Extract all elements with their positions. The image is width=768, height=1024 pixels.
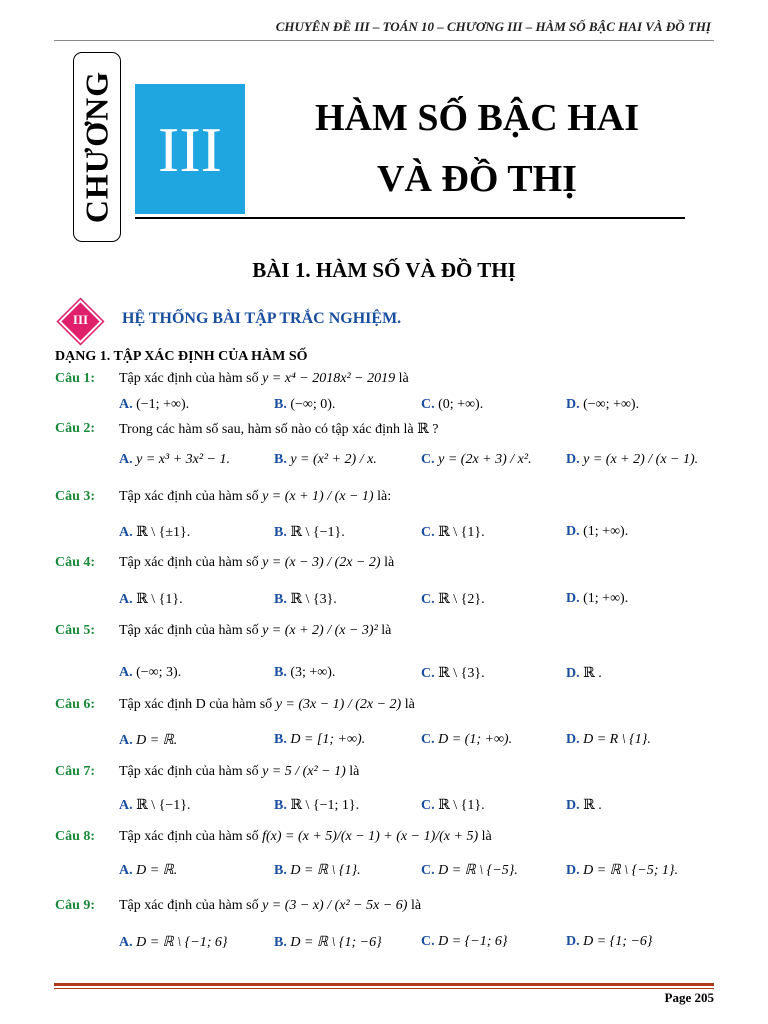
question-prompt: Tập xác định của hàm số bbox=[119, 489, 259, 504]
question-expression: y = (3x − 1) / (2x − 2) bbox=[275, 697, 402, 712]
option-text: D = ℝ \ {1; −6} bbox=[290, 935, 382, 950]
option-b[interactable] bbox=[274, 732, 365, 748]
question-expression: y = (x + 2) / (x − 3)² bbox=[262, 623, 378, 638]
chapter-title-line1: HÀM SỐ BẬC HAI bbox=[314, 97, 640, 139]
option-label: C. bbox=[421, 666, 435, 681]
option-d[interactable] bbox=[566, 934, 653, 950]
chapter-title-rule bbox=[135, 217, 685, 219]
option-text: D = [1; +∞). bbox=[290, 732, 366, 747]
question-suffix: là: bbox=[377, 489, 392, 504]
question-suffix: là bbox=[398, 371, 409, 386]
option-d[interactable] bbox=[566, 732, 651, 748]
question-number: Câu 7: bbox=[55, 764, 96, 779]
question-number: Câu 5: bbox=[55, 623, 96, 638]
option-label: C. bbox=[421, 863, 435, 878]
option-label: C. bbox=[421, 732, 435, 747]
question-expression: y = x⁴ − 2018x² − 2019 bbox=[262, 371, 396, 386]
option-label: D. bbox=[566, 666, 580, 681]
chapter-label-box bbox=[73, 52, 121, 242]
lesson-title: BÀI 1. HÀM SỐ VÀ ĐỒ THỊ bbox=[252, 258, 516, 282]
question-text bbox=[119, 697, 415, 713]
question-prompt: Tập xác định D của hàm số bbox=[119, 697, 273, 712]
option-text: D = {−1; 6} bbox=[438, 934, 508, 949]
option-c[interactable] bbox=[421, 934, 508, 950]
option-d[interactable] bbox=[566, 397, 639, 413]
option-label: A. bbox=[119, 798, 133, 813]
option-label: C. bbox=[421, 397, 435, 412]
option-label: C. bbox=[421, 798, 435, 813]
option-b[interactable] bbox=[274, 934, 382, 951]
dang-title: DẠNG 1. TẬP XÁC ĐỊNH CỦA HÀM SỐ bbox=[55, 349, 308, 364]
option-label: C. bbox=[421, 452, 435, 467]
question-suffix: là bbox=[404, 697, 415, 712]
question-prompt: Tập xác định của hàm số bbox=[119, 829, 259, 844]
option-label: A. bbox=[119, 525, 133, 540]
option-d[interactable] bbox=[566, 452, 698, 468]
option-text: D = ℝ \ {−1; 6} bbox=[136, 935, 228, 950]
option-c[interactable] bbox=[421, 591, 485, 608]
question-expression: y = 5 / (x² − 1) bbox=[262, 764, 346, 779]
question-text bbox=[119, 489, 391, 505]
option-text: D = ℝ \ {−5; 1}. bbox=[583, 863, 678, 878]
option-label: B. bbox=[274, 665, 287, 680]
option-label: A. bbox=[119, 863, 133, 878]
option-a[interactable] bbox=[119, 452, 230, 468]
option-text: (0; +∞). bbox=[438, 397, 484, 412]
option-c[interactable] bbox=[421, 797, 485, 814]
option-text: y = x³ + 3x² − 1. bbox=[136, 452, 231, 467]
option-text: (−1; +∞). bbox=[136, 397, 190, 412]
question-number: Câu 6: bbox=[55, 697, 96, 712]
option-text: ℝ \ {3}. bbox=[290, 592, 337, 607]
question-text bbox=[119, 421, 438, 438]
question-number: Câu 8: bbox=[55, 829, 96, 844]
question-text bbox=[119, 371, 409, 387]
option-text: D = ℝ \ {−5}. bbox=[438, 863, 518, 878]
running-header: CHUYÊN ĐỀ III – TOÁN 10 – CHƯƠNG III – HÀM SỐ BẬC HAI VÀ ĐỒ THỊ bbox=[275, 19, 711, 34]
option-text: y = (2x + 3) / x². bbox=[438, 452, 532, 467]
option-label: A. bbox=[119, 733, 133, 748]
option-a[interactable] bbox=[119, 732, 177, 749]
option-d[interactable] bbox=[566, 524, 628, 540]
option-text: D = R \ {1}. bbox=[583, 732, 651, 747]
option-text: D = ℝ. bbox=[136, 863, 178, 878]
chapter-title-line2: VÀ ĐỒ THỊ bbox=[377, 158, 577, 200]
option-c[interactable] bbox=[421, 397, 483, 413]
option-label: B. bbox=[274, 452, 287, 467]
question-suffix: là bbox=[410, 898, 422, 913]
option-text: y = (x² + 2) / x. bbox=[290, 452, 377, 467]
option-a[interactable] bbox=[119, 665, 181, 681]
option-c[interactable] bbox=[421, 862, 518, 879]
option-b[interactable] bbox=[274, 452, 377, 468]
option-text: D = ℝ. bbox=[136, 733, 178, 748]
option-label: B. bbox=[274, 863, 287, 878]
chapter-number: III bbox=[158, 114, 222, 185]
option-text: D = (1; +∞). bbox=[438, 732, 513, 747]
option-label: C. bbox=[421, 592, 435, 607]
option-text: ℝ \ {1}. bbox=[136, 592, 183, 607]
option-text: D = {1; −6} bbox=[583, 934, 653, 949]
option-text: ℝ . bbox=[583, 666, 602, 681]
option-text: (−∞; +∞). bbox=[583, 397, 640, 412]
option-b[interactable] bbox=[274, 397, 335, 413]
question-number: Câu 2: bbox=[55, 421, 96, 436]
option-a[interactable] bbox=[119, 862, 177, 879]
option-label: D. bbox=[566, 524, 580, 539]
option-label: C. bbox=[421, 934, 435, 949]
option-label: A. bbox=[119, 935, 133, 950]
option-a[interactable] bbox=[119, 934, 227, 951]
option-text: ℝ \ {−1}. bbox=[136, 798, 191, 813]
option-a[interactable] bbox=[119, 524, 190, 541]
question-suffix: là bbox=[381, 623, 392, 638]
question-prompt: Tập xác định của hàm số bbox=[119, 764, 259, 779]
option-label: D. bbox=[566, 591, 580, 606]
question-prompt: Tập xác định của hàm số bbox=[119, 371, 259, 386]
option-text: ℝ \ {3}. bbox=[438, 666, 485, 681]
option-c[interactable] bbox=[421, 452, 532, 468]
option-label: D. bbox=[566, 397, 580, 412]
option-text: ℝ \ {1}. bbox=[438, 798, 485, 813]
option-label: B. bbox=[274, 525, 287, 540]
question-suffix: là bbox=[481, 829, 492, 844]
option-label: B. bbox=[274, 592, 287, 607]
option-c[interactable] bbox=[421, 524, 485, 541]
section-badge-label: III bbox=[72, 312, 89, 327]
question-prompt: Tập xác định của hàm số bbox=[119, 555, 259, 570]
option-d[interactable] bbox=[566, 797, 602, 814]
option-d[interactable] bbox=[566, 665, 602, 682]
option-text: y = (x + 2) / (x − 1). bbox=[583, 452, 699, 467]
page-number: Page 205 bbox=[664, 990, 714, 1005]
question-prompt: Tập xác định của hàm số bbox=[119, 898, 259, 913]
question-text bbox=[119, 898, 421, 914]
option-label: D. bbox=[566, 452, 580, 467]
option-label: B. bbox=[274, 798, 287, 813]
question-number: Câu 4: bbox=[55, 555, 96, 570]
chapter-label: CHƯƠNG bbox=[78, 70, 115, 224]
option-text: ℝ \ {±1}. bbox=[136, 525, 191, 540]
header-rule bbox=[54, 40, 714, 41]
question-expression: y = (x + 1) / (x − 1) bbox=[262, 489, 374, 504]
option-text: D = ℝ \ {1}. bbox=[290, 863, 361, 878]
question-number: Câu 3: bbox=[55, 489, 96, 504]
option-label: D. bbox=[566, 934, 580, 949]
option-text: (1; +∞). bbox=[583, 591, 629, 606]
option-label: B. bbox=[274, 397, 287, 412]
option-a[interactable] bbox=[119, 591, 183, 608]
question-prompt: Trong các hàm số sau, hàm số nào có tập xác định là ℝ ? bbox=[119, 422, 439, 437]
option-b[interactable] bbox=[274, 862, 361, 879]
option-label: D. bbox=[566, 863, 580, 878]
section-title: HỆ THỐNG BÀI TẬP TRẮC NGHIỆM. bbox=[122, 310, 402, 327]
option-label: A. bbox=[119, 452, 133, 467]
question-expression: y = (x − 3) / (2x − 2) bbox=[262, 555, 381, 570]
option-text: ℝ \ {2}. bbox=[438, 592, 485, 607]
question-text bbox=[119, 623, 391, 639]
option-text: (−∞; 0). bbox=[290, 397, 336, 412]
option-text: (−∞; 3). bbox=[136, 665, 182, 680]
option-text: ℝ . bbox=[583, 798, 602, 813]
option-b[interactable] bbox=[274, 797, 359, 814]
option-c[interactable] bbox=[421, 665, 485, 682]
option-d[interactable] bbox=[566, 591, 628, 607]
option-d[interactable] bbox=[566, 862, 678, 879]
option-b[interactable] bbox=[274, 591, 337, 608]
option-label: D. bbox=[566, 732, 580, 747]
option-c[interactable] bbox=[421, 732, 512, 748]
option-text: ℝ \ {−1; 1}. bbox=[290, 798, 360, 813]
option-b[interactable] bbox=[274, 524, 345, 541]
footer-rule-thick bbox=[54, 983, 714, 986]
question-suffix: là bbox=[349, 764, 360, 779]
option-label: B. bbox=[274, 732, 287, 747]
question-expression: f(x) = (x + 5)/(x − 1) + (x − 1)/(x + 5) bbox=[262, 829, 479, 844]
option-label: D. bbox=[566, 798, 580, 813]
option-label: C. bbox=[421, 525, 435, 540]
option-a[interactable] bbox=[119, 797, 190, 814]
question-text bbox=[119, 764, 359, 780]
option-text: (3; +∞). bbox=[290, 665, 336, 680]
option-text: (1; +∞). bbox=[583, 524, 629, 539]
option-label: A. bbox=[119, 665, 133, 680]
question-text bbox=[119, 555, 394, 571]
option-label: A. bbox=[119, 397, 133, 412]
question-text bbox=[119, 829, 492, 845]
question-prompt: Tập xác định của hàm số bbox=[119, 623, 259, 638]
option-text: ℝ \ {1}. bbox=[438, 525, 485, 540]
chapter-number-box bbox=[135, 84, 245, 214]
option-text: ℝ \ {−1}. bbox=[290, 525, 345, 540]
question-number: Câu 9: bbox=[55, 898, 96, 913]
question-suffix: là bbox=[384, 555, 395, 570]
option-label: B. bbox=[274, 935, 287, 950]
question-expression: y = (3 − x) / (x² − 5x − 6) bbox=[262, 898, 408, 913]
footer-rule-thin bbox=[54, 988, 714, 989]
question-number: Câu 1: bbox=[55, 371, 96, 386]
option-b[interactable] bbox=[274, 665, 335, 681]
option-label: A. bbox=[119, 592, 133, 607]
option-a[interactable] bbox=[119, 397, 189, 413]
